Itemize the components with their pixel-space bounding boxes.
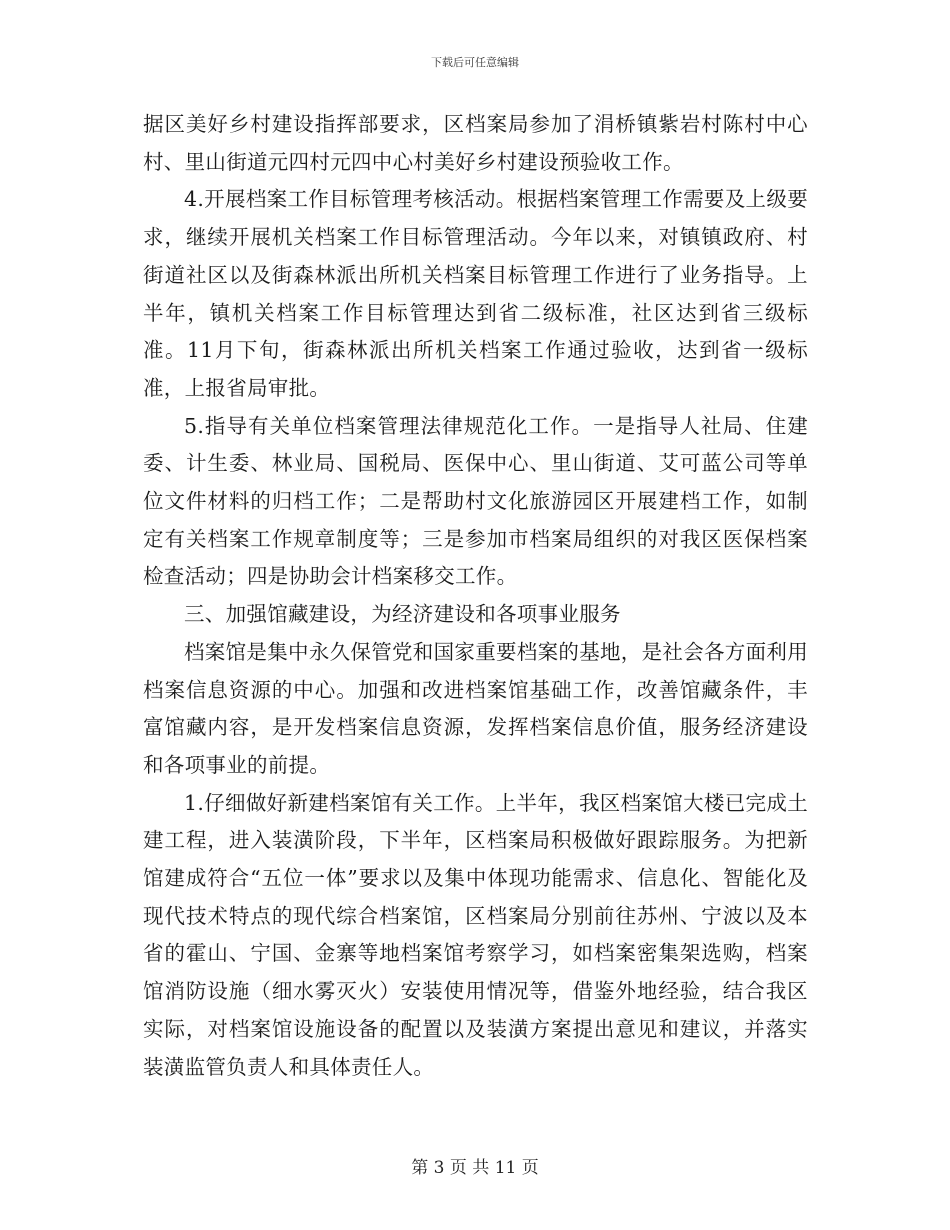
document-body — [143, 106, 808, 1086]
paragraph-section-intro: 档案馆是集中永久保管党和国家重要档案的基地，是社会各方面利用档案信息资源的中心。加强和改进档案馆基础工作，改善馆藏条件，丰富馆藏内容，是开发档案信息资源，发挥档案信息价值，服务经济建设和各项事业的前提。 — [143, 639, 808, 777]
paragraph-item-4: 4.开展档案工作目标管理考核活动。根据档案管理工作需要及上级要求，继续开展机关档案工作目标管理活动。今年以来，对镇镇政府、村街道社区以及街森林派出所机关档案目标管理工作进行了业务指导。上半年，镇机关档案工作目标管理达到省二级标准，社区达到省三级标准。11月下旬，街森林派出所机关档案工作通过验收，达到省一级标准，上报省局审批。 — [143, 187, 808, 400]
paragraph-continuation: 据区美好乡村建设指挥部要求，区档案局参加了涓桥镇紫岩村陈村中心村、里山街道元四村元四中心村美好乡村建设预验收工作。 — [143, 112, 808, 174]
page-footer: 第 3 页 共 11 页 — [411, 1158, 539, 1178]
paragraph-item-5: 5.指导有关单位档案管理法律规范化工作。一是指导人社局、住建委、计生委、林业局、国税局、医保中心、里山街道、艾可蓝公司等单位文件材料的归档工作；二是帮助村文化旅游园区开展建档工作，如制定有关档案工作规章制度等；三是参加市档案局组织的对我区医保档案检查活动；四是协助会计档案移交工作。 — [143, 413, 808, 589]
section-heading-3: 三、加强馆藏建设，为经济建设和各项事业服务 — [184, 602, 621, 627]
page-header: 下载后可任意编辑 — [431, 56, 519, 69]
paragraph-item-1: 1.仔细做好新建档案馆有关工作。上半年，我区档案馆大楼已完成土建工程，进入装潢阶段，下半年，区档案局积极做好跟踪服务。为把新馆建成符合“五位一体”要求以及集中体现功能需求、信息化、智能化及现代技术特点的现代综合档案馆，区档案局分别前往苏州、宁波以及本省的霍山、宁国、金寨等地档案馆考察学习，如档案密集架选购，档案馆消防设施（细水雾灭火）安装使用情况等，借鉴外地经验，结合我区实际，对档案馆设施设备的配置以及装潢方案提出意见和建议，并落实装潢监管负责人和具体责任人。 — [143, 790, 808, 1079]
